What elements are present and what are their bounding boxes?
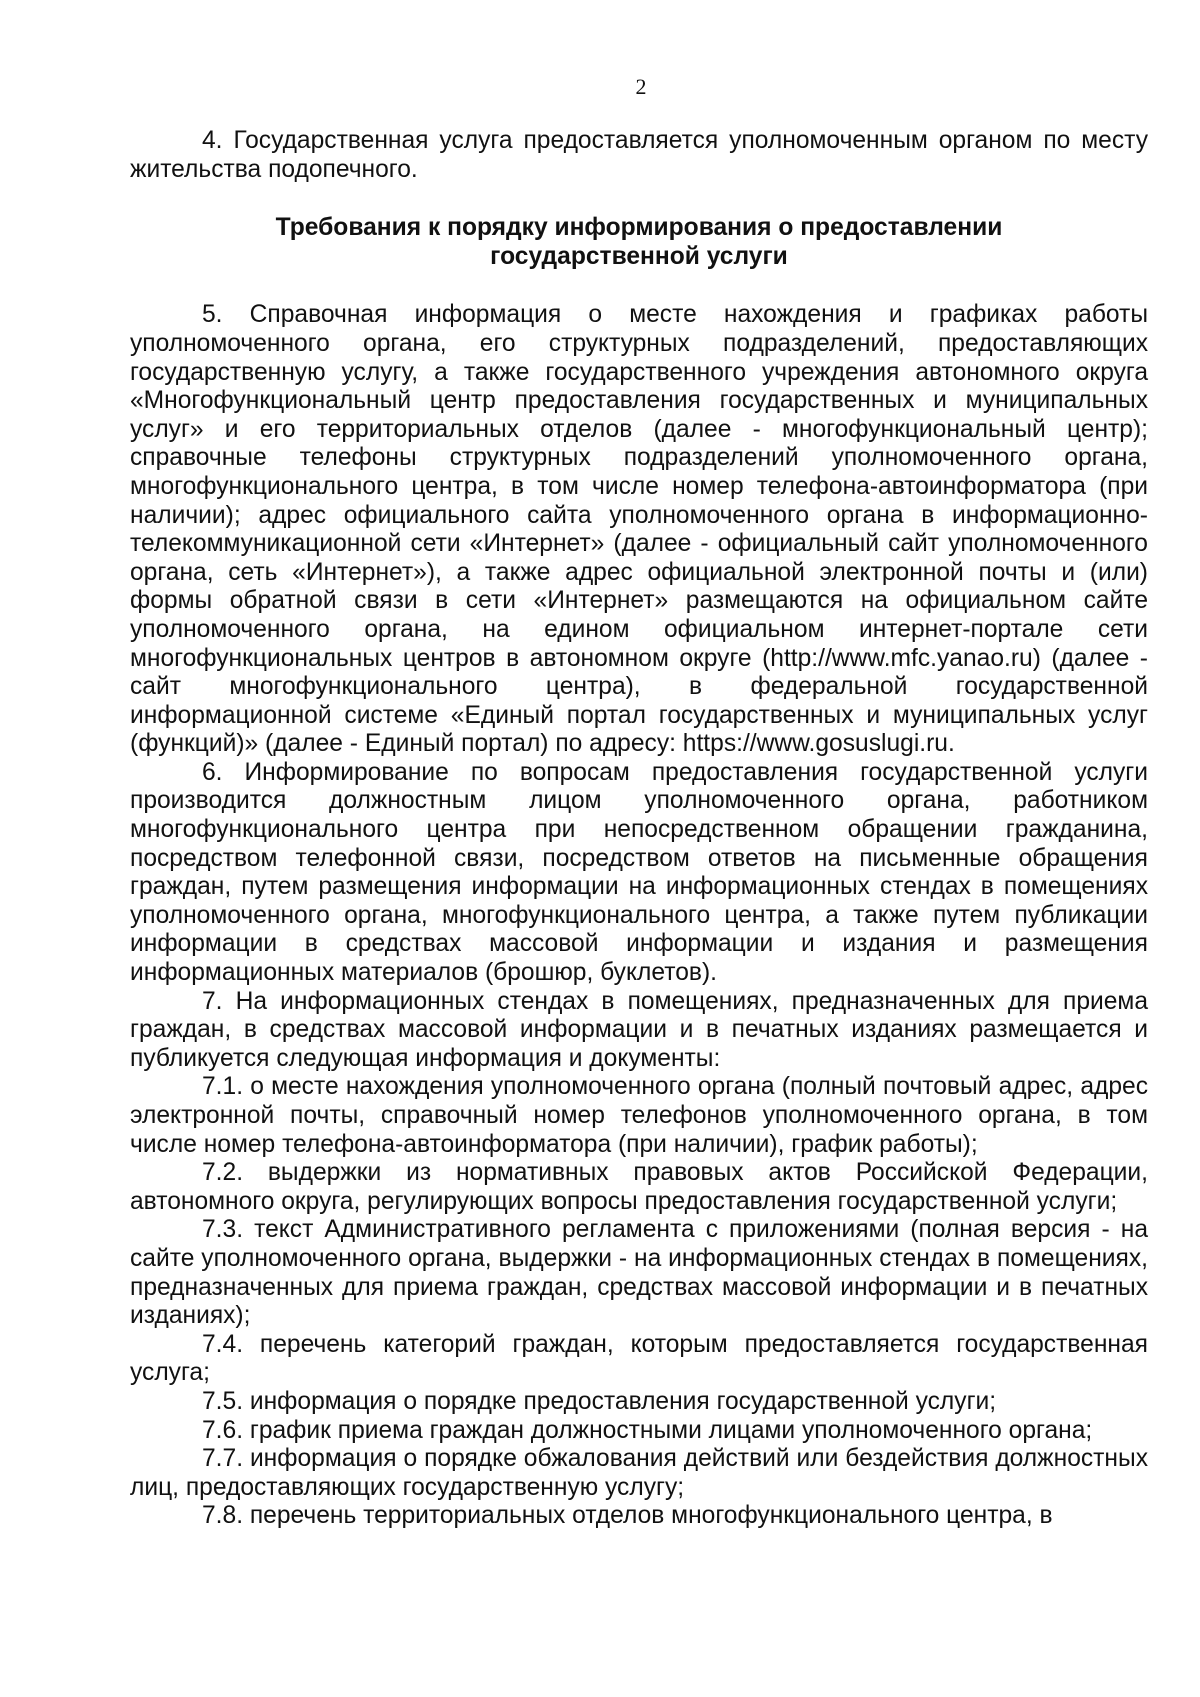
section-heading-line-1: Требования к порядку информирования о предоставлении — [275, 214, 1003, 242]
document-body — [130, 127, 1148, 1531]
paragraph-5: 5. Справочная информация о месте нахождения и графиках работы уполномоченного органа, его структурных подразделений, предоставляющих государственную услугу, а также государственного учреждения автономного округа «Многофункциональный центр предоставления государственных и муниципальных услуг» и его территориальных отделов (далее - многофункциональный центр); справочные телефоны структурных подразделений уполномоченного органа, многофункционального центра, в том числе номер телефона-автоинформатора (при наличии); адрес официального сайта уполномоченного органа в информационно-телекоммуникационной сети «Интернет» (далее - официальный сайт уполномоченного органа, сеть «Интернет»), а также адрес официальной электронной почты и (или) формы обратной связи в сети «Интернет» размещаются на официальном сайте уполномоченного органа, на едином официальном интернет-портале сети многофункциональных центров в автономном округе (http://www.mfc.yanao.ru) (далее - сайт многофункционального центра), в федеральной государственной информационной системе «Единый портал государственных и муниципальных услуг (функций)» (далее - Единый портал) по адресу: https://www.gosuslugi.ru. — [130, 301, 1148, 758]
paragraph-7-7: 7.7. информация о порядке обжалования действий или бездействия должностных лиц, предоставляющих государственную услугу; — [130, 1445, 1148, 1501]
section-heading-line-2: государственной услуги — [490, 242, 788, 270]
paragraph-4: 4. Государственная услуга предоставляется уполномоченным органом по месту жительства подопечного. — [130, 127, 1148, 183]
paragraph-7-1: 7.1. о месте нахождения уполномоченного органа (полный почтовый адрес, адрес электронной почты, справочный номер телефонов уполномоченного органа, в том числе номер телефона-автоинформатора (при наличии), график работы); — [130, 1073, 1148, 1158]
paragraph-7-2: 7.2. выдержки из нормативных правовых актов Российской Федерации, автономного округа, регулирующих вопросы предоставления государственной услуги; — [130, 1159, 1148, 1215]
paragraph-7-3: 7.3. текст Административного регламента с приложениями (полная версия - на сайте уполномоченного органа, выдержки - на информационных стендах в помещениях, предназначенных для приема граждан, средствах массовой информации и в печатных изданиях); — [130, 1216, 1148, 1330]
paragraph-6: 6. Информирование по вопросам предоставления государственной услуги производится должностным лицом уполномоченного органа, работником многофункционального центра при непосредственном обращении гражданина, посредством телефонной связи, посредством ответов на письменные обращения граждан, путем размещения информации на информационных стендах в помещениях уполномоченного органа, многофункционального центра, а также путем публикации информации в средствах массовой информации и издания и размещения информационных материалов (брошюр, буклетов). — [130, 758, 1148, 987]
section-heading — [130, 214, 1148, 271]
paragraph-7-8: 7.8. перечень территориальных отделов многофункционального центра, в — [202, 1502, 1053, 1530]
paragraph-7-4: 7.4. перечень категорий граждан, которым предоставляется государственная услуга; — [130, 1330, 1148, 1387]
paragraph-7-6: 7.6. график приема граждан должностными лицами уполномоченного органа; — [202, 1416, 1093, 1444]
paragraph-7: 7. На информационных стендах в помещениях, предназначенных для приема граждан, в средствах массовой информации и в печатных изданиях размещается и публикуется следующая информация и документы: — [130, 987, 1148, 1072]
paragraph-7-5: 7.5. информация о порядке предоставления государственной услуги; — [202, 1387, 997, 1415]
page-number: 2 — [635, 74, 647, 99]
